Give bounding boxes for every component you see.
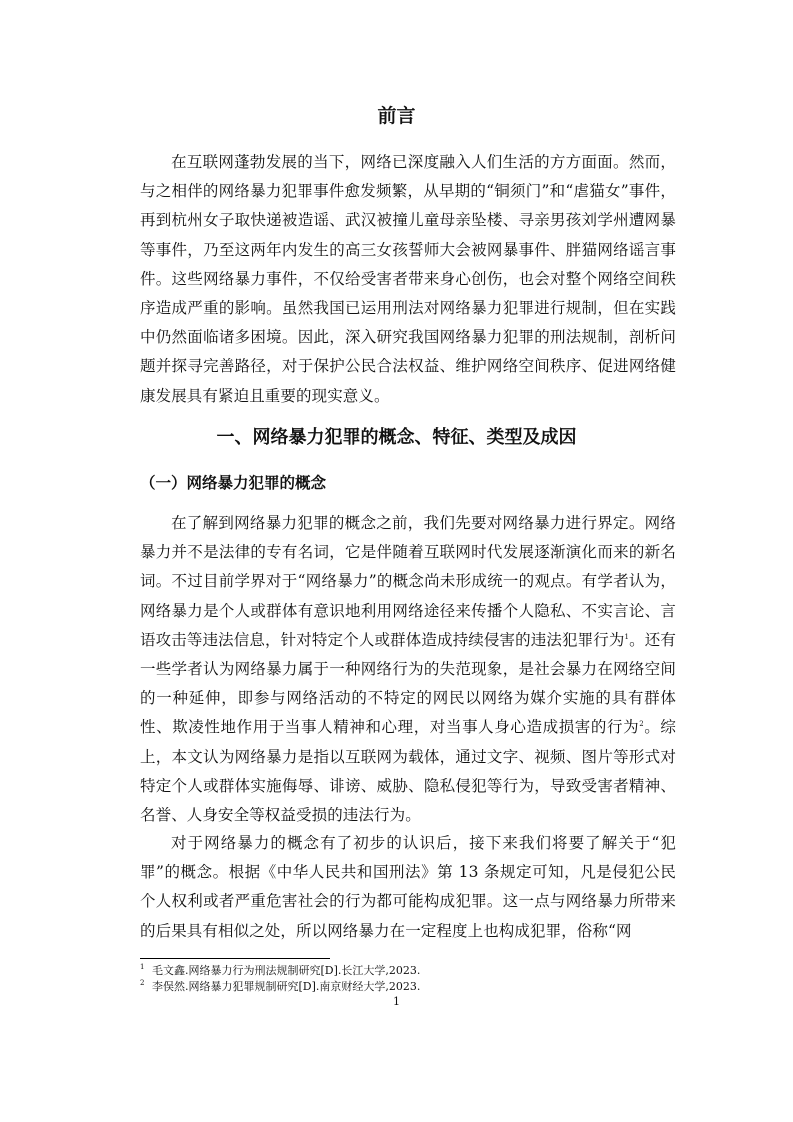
concept-paragraph-1 [140, 509, 676, 830]
footnote-2: $^2$ 李俣然.网络暴力犯罪规制研究[D].南京财经大学,2023. [140, 979, 421, 993]
footnote-1-text: 毛文鑫.网络暴力行为刑法规制研究[D].长江大学,2023. [152, 964, 421, 977]
footnote-2-text: 李俣然.网络暴力犯罪规制研究[D].南京财经大学,2023. [152, 980, 421, 993]
page-number: 1 [393, 995, 400, 1008]
concept-paragraph-2: 对于网络暴力的概念有了初步的认识后，接下来我们将要了解关于“犯罪”的概念。根据《中华人民共和国刑法》第 13 条规定可知，凡是侵犯公民个人权利或者严重危害社会的行为都可能构成犯罪。这一点与网络暴力所带来的后果具有相似之处，所以网络暴力在一定程度上也构成犯罪，俗称“网 [140, 834, 676, 940]
concept-text-part3: 。综上，本文认为网络暴力是指以互联网为载体，通过文字、视频、图片等形式对特定个人或群体实施侮辱、诽谤、威胁、隐私侵犯等行为，导致受害者精神、名誉、人身安全等权益受损的违法行为。 [140, 718, 677, 825]
footnote-ref-2[interactable]: 2 [639, 720, 644, 729]
subsection-heading: （一）网络暴力犯罪的概念 [140, 473, 327, 492]
footnote-1: $^1$ 毛文鑫.网络暴力行为刑法规制研究[D].长江大学,2023. [140, 963, 421, 977]
page-title: 前言 [377, 105, 416, 127]
concept-text-part1: 在了解到网络暴力犯罪的概念之前，我们先要对网络暴力进行界定。网络暴力并不是法律的专有名词，它是伴随着互联网时代发展逐渐演化而来的新名词。不过目前学界对于“网络暴力”的概念尚未形成统一的观点。有学者认为，网络暴力是个人或群体有意识地利用网络途径来传播个人隐私、不实言论、言语攻击等违法信息，针对特定个人或群体造成持续侵害的违法犯罪行为 [140, 514, 676, 649]
preface-paragraph: 在互联网蓬勃发展的当下，网络已深度融入人们生活的方方面面。然而，与之相伴的网络暴力犯罪事件愈发频繁，从早期的“铜须门”和“虐猫女”事件，再到杭州女子取快递被造谣、武汉被撞儿童母亲坠楼、寻亲男孩刘学州遭网暴等事件，乃至这两年内发生的高三女孩誓师大会被网暴事件、胖猫网络谣言事件。这些网络暴力事件，不仅给受害者带来身心创伤，也会对整个网络空间秩序造成严重的影响。虽然我国已运用刑法对网络暴力犯罪进行规制，但在实践中仍然面临诸多困境。因此，深入研究我国网络暴力犯罪的刑法规制，剖析问题并探寻完善路径，对于保护公民合法权益、维护网络空间秩序、促进网络健康发展具有紧迫且重要的现实意义。 [140, 153, 676, 405]
section-heading: 一、网络暴力犯罪的概念、特征、类型及成因 [216, 427, 577, 448]
footnote-ref-1[interactable]: 1 [624, 632, 630, 641]
concept-text-part2: 。还有一些学者认为网络暴力属于一种网络行为的失范现象，是社会暴力在网络空间的一种延伸，即参与网络活动的不特定的网民以网络为媒介实施的具有群体性、欺凌性地作用于当事人精神和心理，对当事人身心造成损害的行为 [140, 630, 676, 737]
footnote-divider [140, 958, 330, 959]
